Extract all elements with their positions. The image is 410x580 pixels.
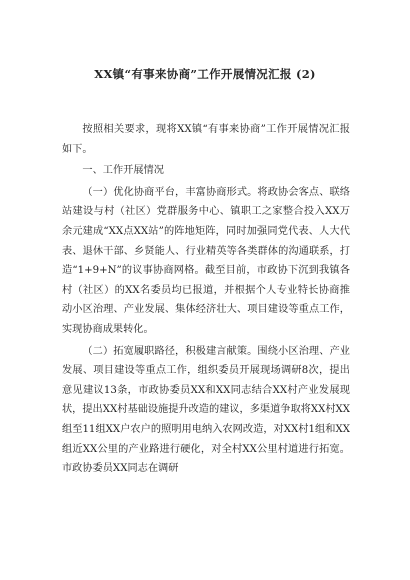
- body-paragraph: （一）优化协商平台，丰富协商形式。将政协会客点、联络站建设与村（社区）党群服务中心、镇职工之家整合投入XX万余元建成“XX点XX站”的阵地矩阵，同时加强同党代表、人大代表、退休干部、乡贤能人、行业精英等各类群体的沟通联系，打造“1+9+N”的议事协商网格。截至目前，市政协下沉到我镇各村（社区）的XX名委员均已报道，并根据个人专业特长协商推动小区治理、产业发展、集体经济壮大、项目建设等重点工作，实现协商成果转化。: [62, 186, 350, 335]
- document-title: XX镇“有事来协商”工作开展情况汇报 (2): [94, 67, 316, 81]
- section-heading: 一、工作开展情况: [82, 165, 164, 177]
- document-body: [62, 120, 350, 479]
- intro-paragraph: 按照相关要求，现将XX镇“有事来协商”工作开展情况汇报如下。: [62, 124, 350, 155]
- body-paragraph: （二）拓宽履职路径，积极建言献策。围绕小区治理、产业发展、项目建设等重点工作，组织委员开展现场调研8次，提出意见建议13条，市政协委员XX和XX同志结合XX村产业发展现状，提出XX村基础设施提升改造的建议，多渠道争取将XX村XX组至11组XX户农户的照明用电纳入农网改造，对XX村1组和XX组近XX公里的产业路进行硬化，对全村XX公里村道进行拓宽。市政协委员XX同志在调研: [62, 345, 351, 475]
